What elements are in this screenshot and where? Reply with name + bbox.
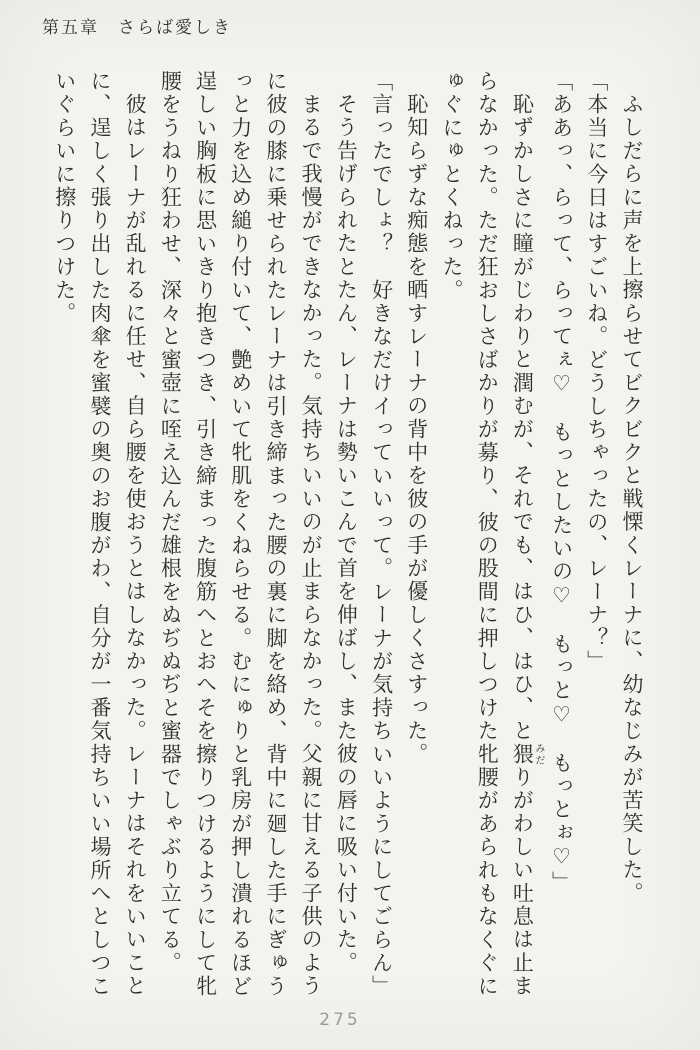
paragraph: 「ああっ、らって、らってぇ♡ もっとしたいの♡ もっと♡ もっとぉ♡」 [549,70,574,894]
page-number: 275 [319,1010,361,1030]
chapter-header: 第五章 さらば愛しき [42,18,232,37]
paragraph: 「本当に今日はすごいね。どうしちゃったの、レーナ？」 [584,70,609,674]
paragraph: 「言ったでしょ？ 好きなだけイっていいって。レーナが気持ちいいようにしてごらん」 [369,70,394,998]
paragraph: そう告げられたとたん、レーナは勢いこんで首を伸ばし、また彼の唇に吸い付いた。 [334,93,359,975]
page-text [47,70,649,1000]
paragraph: 恥知らずな痴態を晒すレーナの背中を彼の手が優しくさすった。 [404,93,429,766]
paragraph: 彼はレーナが乱れるに任せ、自ら腰を使おうとはしなかった。レーナはそれをいいことに、逞しく張り出した肉傘を蜜襞の奥のお腹がわ、自分が一番気持ちいい場所へとしつこいぐらいに擦りつけた。 [52,70,148,998]
paragraph: ふしだらに声を上擦らせてビクビクと戦慄くレーナに、幼なじみが苦笑した。 [620,93,644,906]
paragraph: まるで我慢ができなかった。気持ちいいのが止まらなかった。父親に甘える子供のように彼の膝に乗せられたレーナは引き締まった腰の裏に脚を絡め、背中に廻した手にぎゅうっと力を込め縋り付いて、艶めいて牝肌をくねらせる。むにゅりと乳房が押し潰れるほど逞しい胸板に思いきり抱きつき、引き締まった腹筋へとおへそを擦りつけるようにして牝腰をうねり狂わせ、深々と蜜壺に咥え込んだ雄根をぬぢぬぢと蜜器でしゃぶり立てる。 [158,70,324,999]
paragraph: 恥ずかしさに瞳がじわりと潤むが、それでも、はひ、はひ、と猥みだりがわしい吐息は止まらなかった。ただ狂おしさばかりが募り、彼の股間に押しつけた牝腰があられもなくぐにゅぐにゅとくねった。 [439,70,544,998]
